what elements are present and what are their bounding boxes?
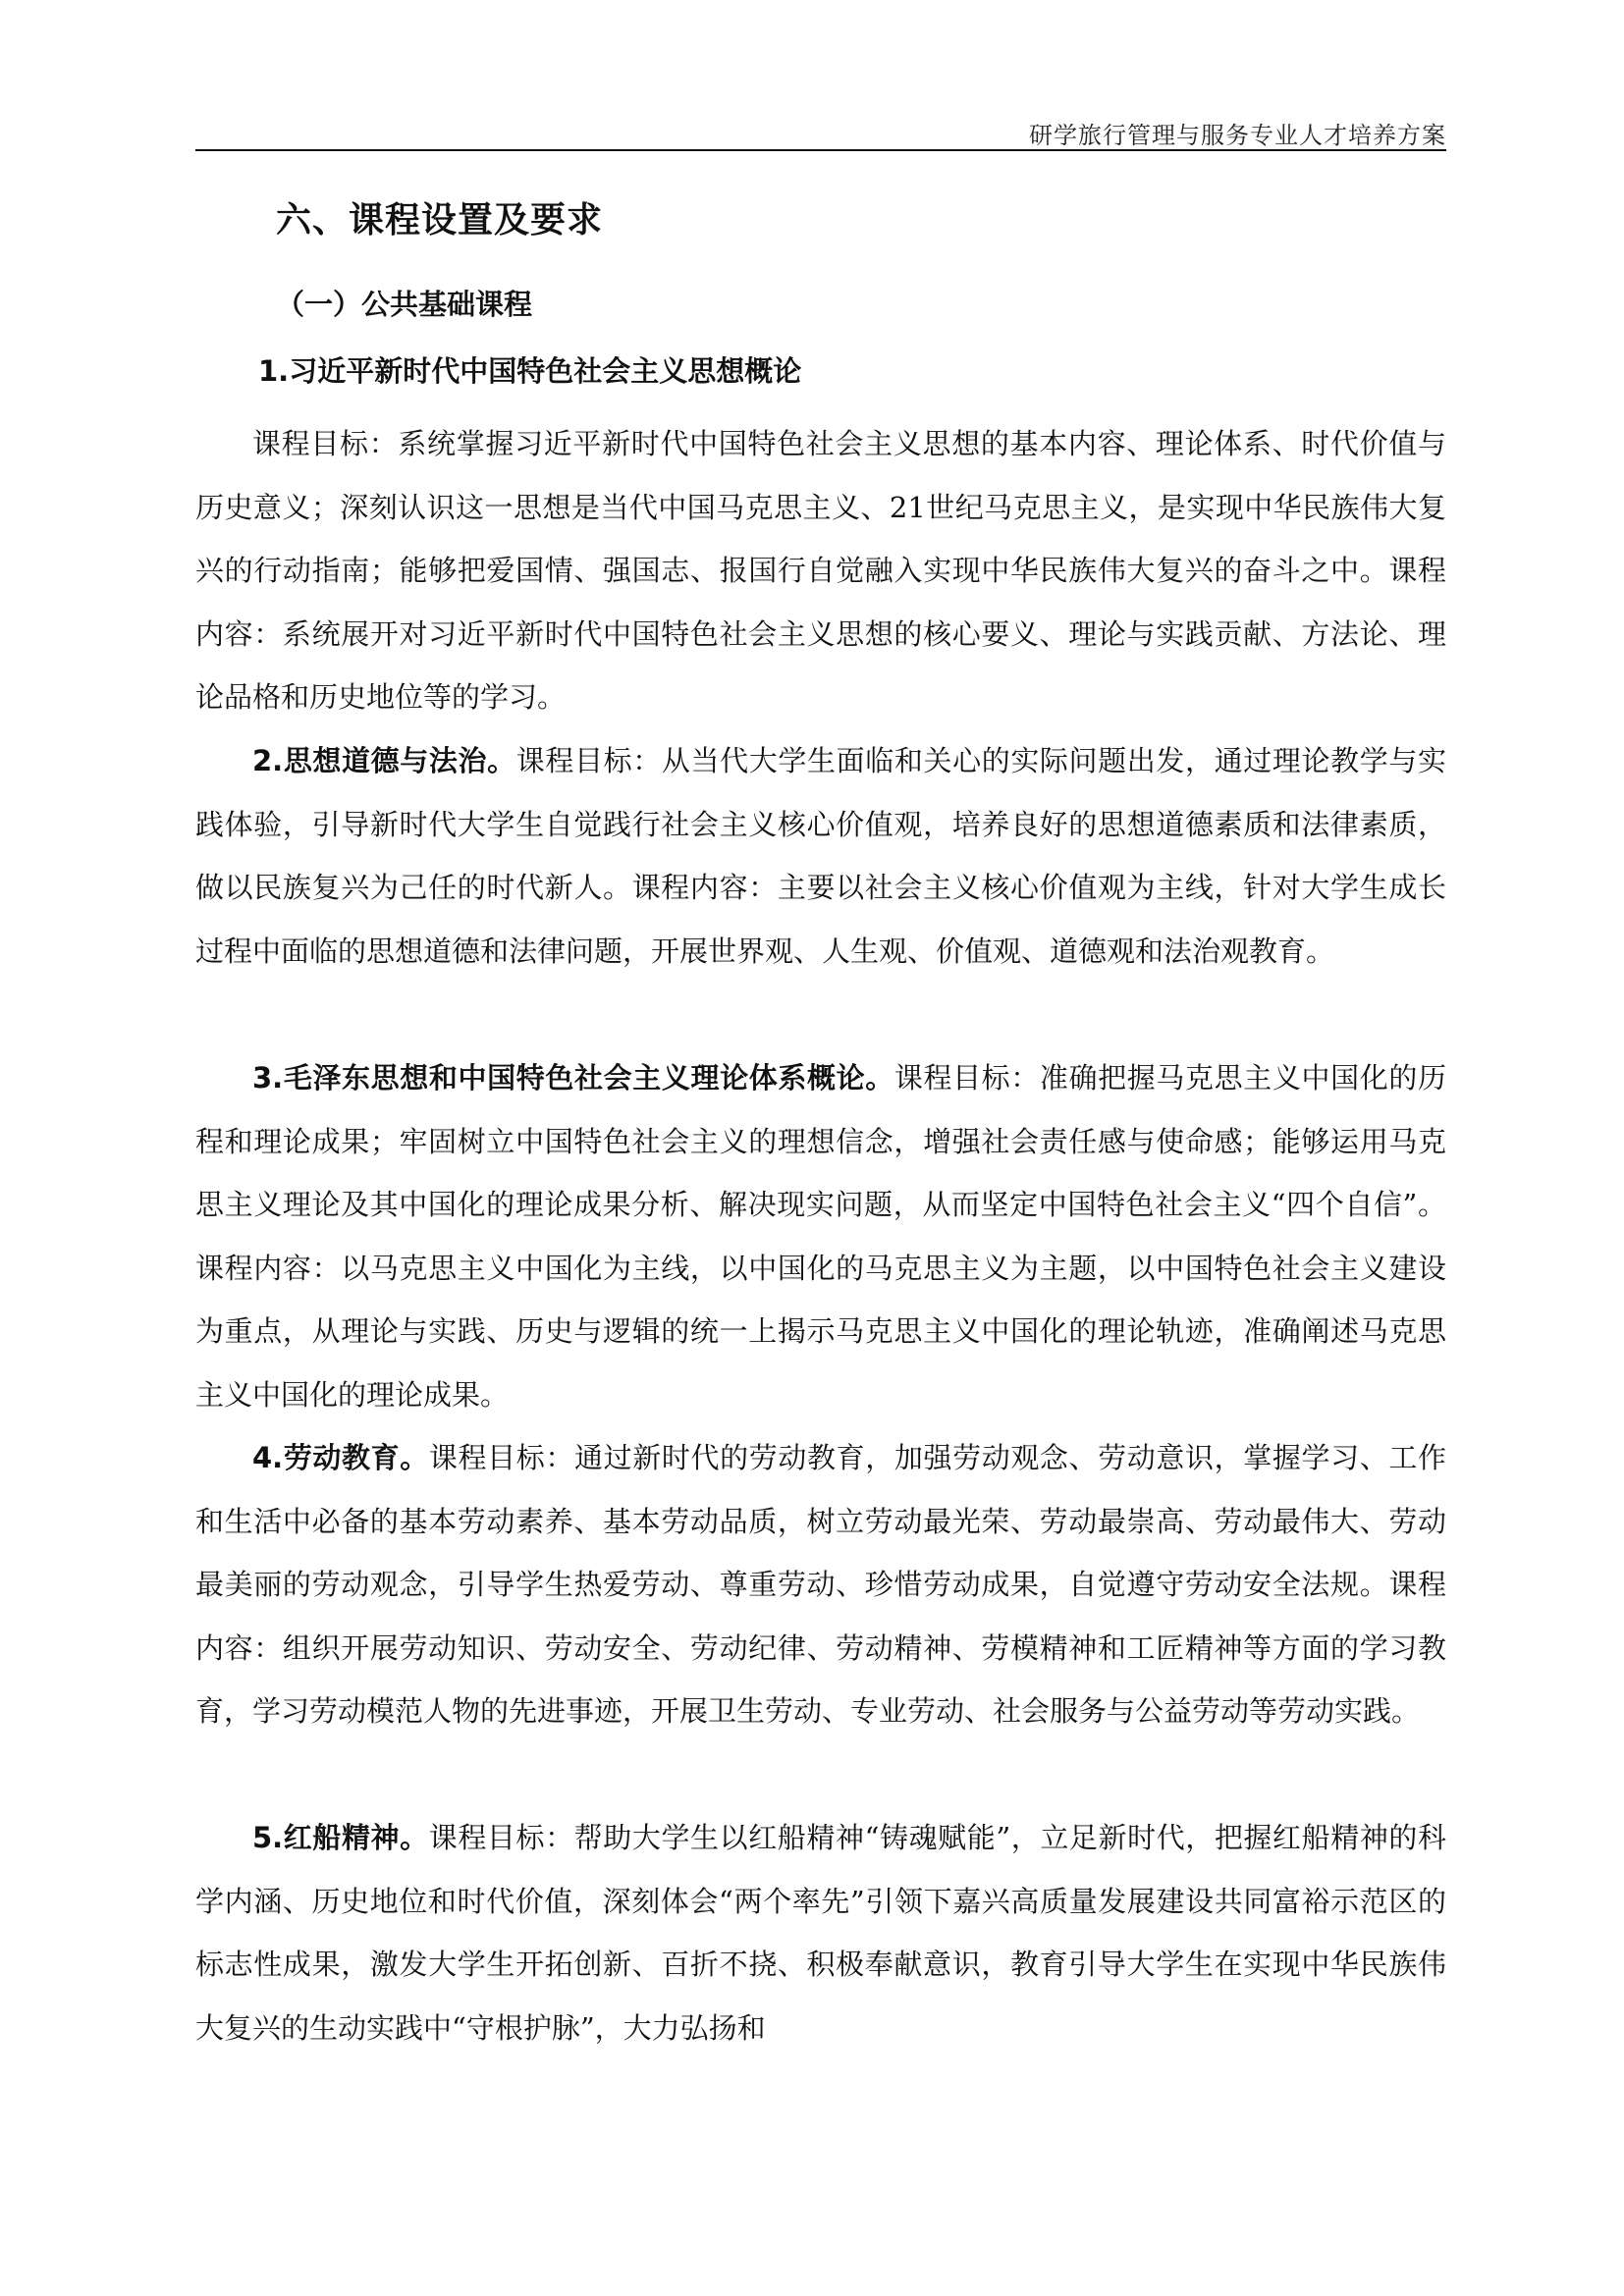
course-heading-4: 4.劳动教育。 xyxy=(252,1441,429,1474)
course-paragraph-3 xyxy=(195,1046,1446,1426)
course-heading-5: 5.红船精神。 xyxy=(252,1821,429,1854)
course-paragraph-5 xyxy=(195,1806,1446,2059)
course-body-3: 课程目标：准确把握马克思主义中国化的历程和理论成果；牢固树立中国特色社会主义的理想信念，增强社会责任感与使命感；能够运用马克思主义理论及其中国化的理论成果分析、解决现实问题，从而坚定中国特色社会主义“四个自信”。课程内容：以马克思主义中国化为主线，以中国化的马克思主义为主题，以中国特色社会主义建设为重点，从理论与实践、历史与逻辑的统一上揭示马克思主义中国化的理论轨迹，准确阐述马克思主义中国化的理论成果。 xyxy=(195,1061,1446,1412)
course-body-2: 课程目标：从当代大学生面临和关心的实际问题出发，通过理论教学与实践体验，引导新时代大学生自觉践行社会主义核心价值观，培养良好的思想道德素质和法律素质，做以民族复兴为己任的时代新人。课程内容：主要以社会主义核心价值观为主线，针对大学生成长过程中面临的思想道德和法律问题，开展世界观、人生观、价值观、道德观和法治观教育。 xyxy=(195,744,1446,968)
course-body-5: 课程目标：帮助大学生以红船精神“铸魂赋能”，立足新时代，把握红船精神的科学内涵、历史地位和时代价值，深刻体会“两个率先”引领下嘉兴高质量发展建设共同富裕示范区的标志性成果，激发大学生开拓创新、百折不挠、积极奉献意识，教育引导大学生在实现中华民族伟大复兴的生动实践中“守根护脉”，大力弘扬和 xyxy=(195,1821,1446,2045)
course-heading-1: 1.习近平新时代中国特色社会主义思想概论 xyxy=(258,354,802,388)
subsection-title: （一）公共基础课程 xyxy=(276,288,533,321)
running-header: 研学旅行管理与服务专业人才培养方案 xyxy=(1029,122,1446,149)
course-paragraph-2 xyxy=(195,729,1446,983)
course-body-1: 课程目标：系统掌握习近平新时代中国特色社会主义思想的基本内容、理论体系、时代价值与历史意义；深刻认识这一思想是当代中国马克思主义、21世纪马克思主义，是实现中华民族伟大复兴的行动指南；能够把爱国情、强国志、报国行自觉融入实现中华民族伟大复兴的奋斗之中。课程内容：系统展开对习近平新时代中国特色社会主义思想的核心要义、理论与实践贡献、方法论、理论品格和历史地位等的学习。 xyxy=(195,427,1446,714)
course-body-4: 课程目标：通过新时代的劳动教育，加强劳动观念、劳动意识，掌握学习、工作和生活中必备的基本劳动素养、基本劳动品质，树立劳动最光荣、劳动最崇高、劳动最伟大、劳动最美丽的劳动观念，引导学生热爱劳动、尊重劳动、珍惜劳动成果，自觉遵守劳动安全法规。课程内容：组织开展劳动知识、劳动安全、劳动纪律、劳动精神、劳模精神和工匠精神等方面的学习教育，学习劳动模范人物的先进事迹，开展卫生劳动、专业劳动、社会服务与公益劳动等劳动实践。 xyxy=(195,1441,1446,1728)
course-paragraph-4 xyxy=(195,1426,1446,1743)
header-rule xyxy=(195,149,1446,151)
course-heading-3: 3.毛泽东思想和中国特色社会主义理论体系概论。 xyxy=(252,1061,894,1095)
course-heading-2: 2.思想道德与法治。 xyxy=(252,744,516,777)
section-title: 六、课程设置及要求 xyxy=(276,200,604,240)
